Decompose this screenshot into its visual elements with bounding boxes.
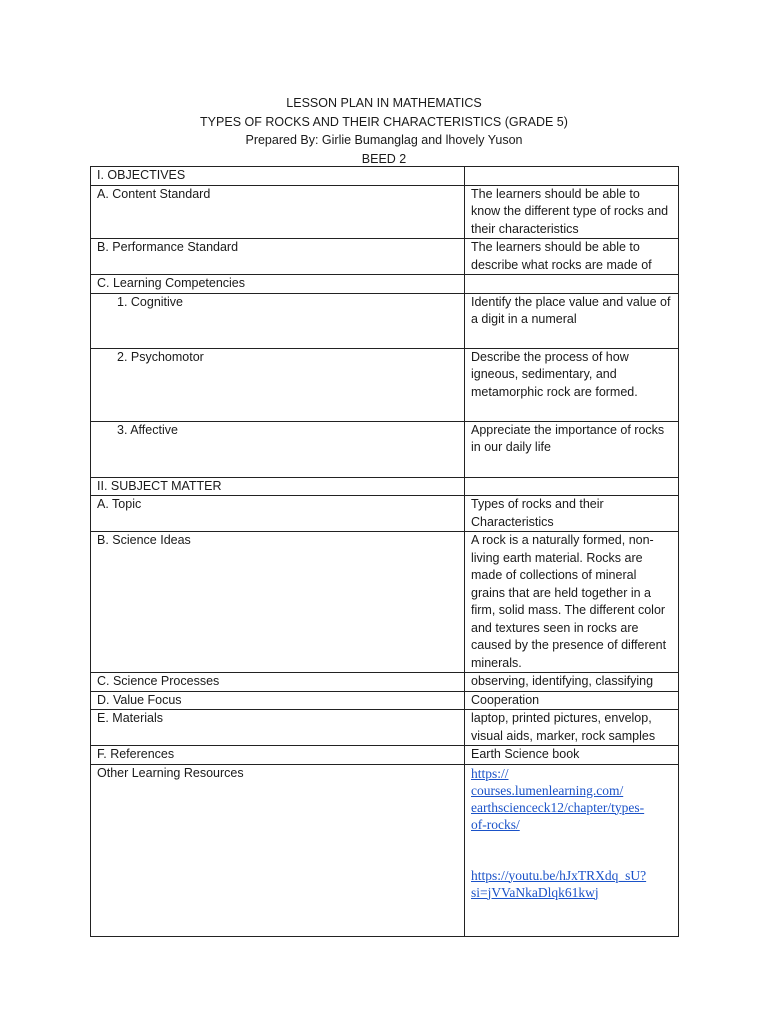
learning-competencies-label: C. Learning Competencies [91, 275, 465, 294]
science-ideas-label: B. Science Ideas [91, 532, 465, 673]
lumen-learning-link[interactable] [471, 765, 672, 833]
spacer [471, 833, 672, 867]
table-row [91, 746, 679, 765]
empty-cell [465, 477, 679, 496]
table-row [91, 477, 679, 496]
performance-standard-value: The learners should be able to describe what rocks are made of [465, 239, 679, 275]
performance-standard-label: B. Performance Standard [91, 239, 465, 275]
science-processes-label: C. Science Processes [91, 673, 465, 692]
affective-value: Appreciate the importance of rocks in our daily life [465, 421, 679, 477]
link-text: https:// [471, 765, 509, 781]
other-resources-links [465, 764, 679, 936]
youtube-link[interactable] [471, 867, 672, 901]
table-row [91, 239, 679, 275]
table-row [91, 293, 679, 348]
table-row [91, 421, 679, 477]
content-standard-value: The learners should be able to know the different type of rocks and their characteristics [465, 185, 679, 239]
materials-label: E. Materials [91, 710, 465, 746]
topic-value: Types of rocks and their Characteristics [465, 496, 679, 532]
science-processes-value: observing, identifying, classifying [465, 673, 679, 692]
lesson-plan-table [90, 166, 679, 937]
topic-label: A. Topic [91, 496, 465, 532]
link-text: si=jVVaNkaDlqk61kwj [471, 884, 599, 900]
link-text: https://youtu.be/hJxTRXdq_sU? [471, 867, 647, 883]
table-row [91, 691, 679, 710]
value-focus-value: Cooperation [465, 691, 679, 710]
other-resources-label: Other Learning Resources [91, 764, 465, 936]
header-title: LESSON PLAN IN MATHEMATICS [286, 96, 482, 110]
references-value: Earth Science book [465, 746, 679, 765]
table-row [91, 185, 679, 239]
value-focus-label: D. Value Focus [91, 691, 465, 710]
table-row [91, 764, 679, 936]
table-row [91, 532, 679, 673]
table-row [91, 275, 679, 294]
header-authors: Prepared By: Girlie Bumanglag and lhovely Yuson [245, 133, 523, 147]
empty-cell [465, 167, 679, 186]
affective-label: 3. Affective [91, 421, 465, 477]
header-subtitle: TYPES OF ROCKS AND THEIR CHARACTERISTICS (GRADE 5) [200, 114, 568, 129]
link-text: earthscienceck12/chapter/types- [471, 799, 645, 815]
section-subject-matter: II. SUBJECT MATTER [91, 477, 465, 496]
science-ideas-value: A rock is a naturally formed, non-living earth material. Rocks are made of collections of mineral grains that are held together in a firm, solid mass. The different color and textures seen in rocks are caused by the presence of different minerals. [465, 532, 679, 673]
table-row [91, 496, 679, 532]
cognitive-label: 1. Cognitive [91, 293, 465, 348]
content-standard-label: A. Content Standard [91, 185, 465, 239]
header-course: BEED 2 [361, 151, 407, 166]
document-header [0, 94, 768, 168]
psychomotor-label: 2. Psychomotor [91, 348, 465, 421]
psychomotor-value: Describe the process of how igneous, sedimentary, and metamorphic rock are formed. [465, 348, 679, 421]
table-row [91, 710, 679, 746]
link-text: of-rocks/ [471, 816, 520, 832]
empty-cell [465, 275, 679, 294]
references-label: F. References [91, 746, 465, 765]
section-objectives: I. OBJECTIVES [91, 167, 465, 186]
link-text: courses.lumenlearning.com/ [471, 782, 624, 798]
table-row [91, 673, 679, 692]
cognitive-value: Identify the place value and value of a digit in a numeral [465, 293, 679, 348]
table-row [91, 167, 679, 186]
materials-value: laptop, printed pictures, envelop, visual aids, marker, rock samples [465, 710, 679, 746]
table-row [91, 348, 679, 421]
